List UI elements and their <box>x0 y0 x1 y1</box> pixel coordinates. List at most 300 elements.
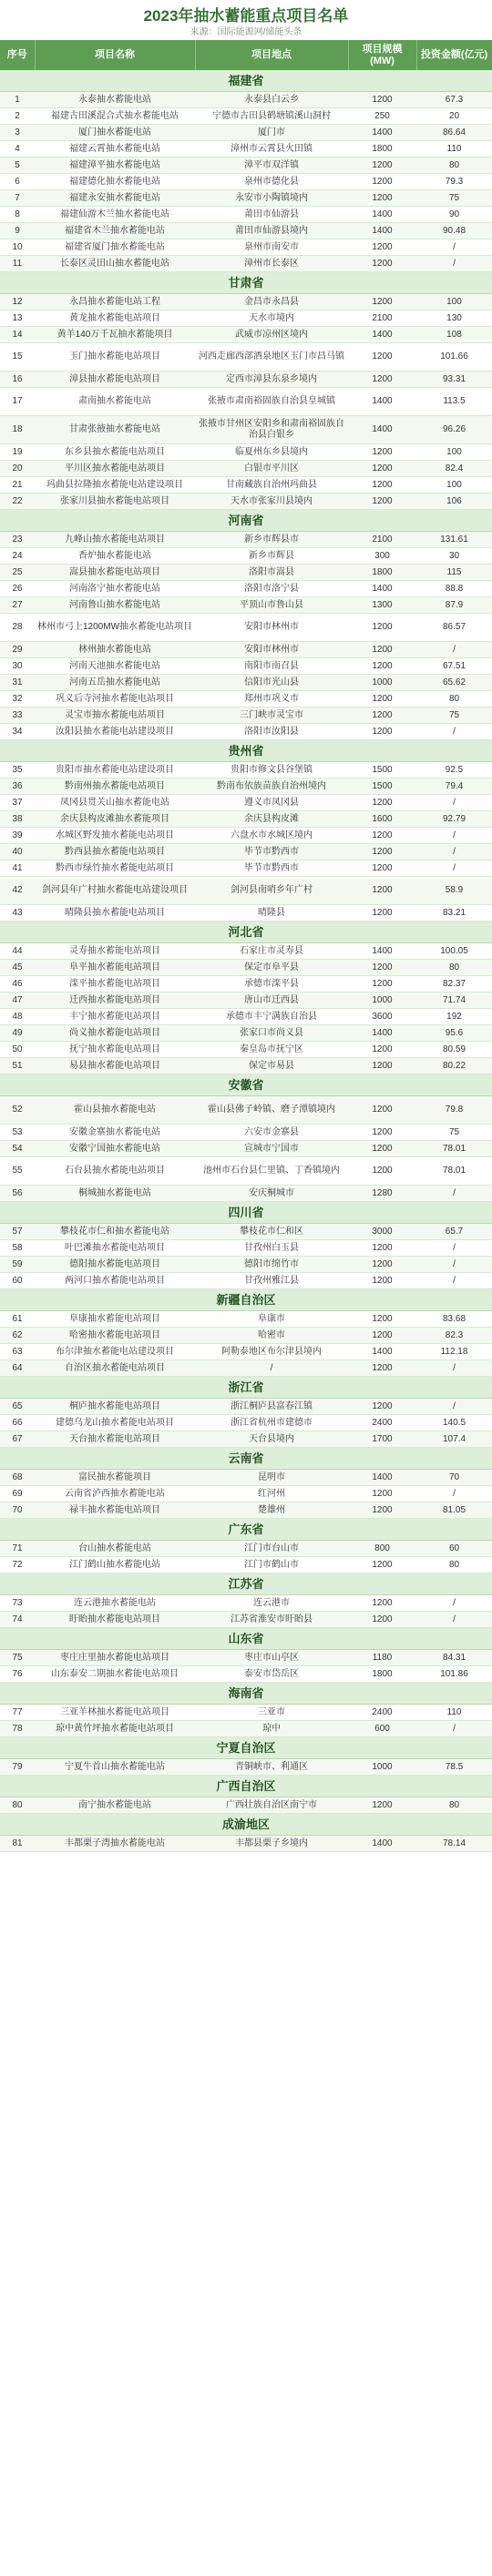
row-index: 31 <box>0 675 35 691</box>
row-index: 78 <box>0 1721 35 1737</box>
row-index: 6 <box>0 174 35 190</box>
investment-amount: 30 <box>416 548 492 565</box>
project-scale: 1400 <box>348 1836 416 1852</box>
province-name: 宁夏自治区 <box>0 1737 492 1759</box>
project-scale: 1200 <box>348 1141 416 1157</box>
table-row <box>0 294 492 311</box>
row-index: 71 <box>0 1541 35 1557</box>
investment-amount: 113.5 <box>416 388 492 416</box>
table-row <box>0 1470 492 1486</box>
investment-amount: 75 <box>416 190 492 207</box>
table-row <box>0 762 492 779</box>
row-index: 4 <box>0 141 35 158</box>
project-name: 厦门抽水蓄能电站 <box>35 125 195 141</box>
project-location: 定西市漳县东泉乡境内 <box>195 372 348 388</box>
row-index: 47 <box>0 993 35 1009</box>
province-header-row <box>0 921 492 943</box>
project-scale: 1000 <box>348 993 416 1009</box>
investment-amount: 92.5 <box>416 762 492 779</box>
table-row <box>0 311 492 327</box>
province-header-row <box>0 510 492 532</box>
province-header-row <box>0 1683 492 1705</box>
page-title: 2023年抽水蓄能重点项目名单 <box>143 7 349 25</box>
row-index: 44 <box>0 943 35 960</box>
project-name: 盱眙抽水蓄能电站项目 <box>35 1612 195 1628</box>
province-name: 成渝地区 <box>0 1814 492 1836</box>
project-name: 河南洛宁抽水蓄能电站 <box>35 581 195 597</box>
investment-amount: / <box>416 1360 492 1377</box>
project-location: 洛阳市嵩县 <box>195 565 348 581</box>
table-row <box>0 1096 492 1125</box>
project-name: 两河口抽水蓄能电站项目 <box>35 1273 195 1289</box>
table-row <box>0 1009 492 1025</box>
project-location: 红河州 <box>195 1486 348 1502</box>
project-scale: 1600 <box>348 811 416 828</box>
row-index: 28 <box>0 614 35 642</box>
project-scale: 2400 <box>348 1705 416 1721</box>
project-name: 云南省泸西抽水蓄能电站 <box>35 1486 195 1502</box>
investment-amount: / <box>416 1186 492 1202</box>
province-name: 浙江省 <box>0 1377 492 1399</box>
project-name: 叶巴滩抽水蓄能电站项目 <box>35 1240 195 1257</box>
project-location: 昆明市 <box>195 1470 348 1486</box>
project-location: 秦皇岛市抚宁区 <box>195 1042 348 1058</box>
project-location: 张家口市尚义县 <box>195 1025 348 1042</box>
project-location: 张掖市肃南裕固族自治县皇城镇 <box>195 388 348 416</box>
row-index: 17 <box>0 388 35 416</box>
row-index: 58 <box>0 1240 35 1257</box>
project-name: 玉门抽水蓄能电站项目 <box>35 343 195 372</box>
project-scale: 1400 <box>348 327 416 343</box>
project-location: 临夏州东乡县境内 <box>195 444 348 461</box>
province-name: 海南省 <box>0 1683 492 1705</box>
table-row <box>0 1612 492 1628</box>
project-name: 抚宁抽水蓄能电站项目 <box>35 1042 195 1058</box>
project-name: 台山抽水蓄能电站 <box>35 1541 195 1557</box>
investment-amount: 115 <box>416 565 492 581</box>
investment-amount: / <box>416 1257 492 1273</box>
row-index: 61 <box>0 1311 35 1328</box>
project-scale: 1000 <box>348 675 416 691</box>
project-location: 洛阳市汝阳县 <box>195 724 348 740</box>
project-name: 长泰区灵田山抽水蓄能电站 <box>35 256 195 272</box>
project-scale: 1200 <box>348 1399 416 1415</box>
row-index: 75 <box>0 1650 35 1666</box>
project-location: 承德市丰宁满族自治县 <box>195 1009 348 1025</box>
investment-amount: / <box>416 1240 492 1257</box>
table-row <box>0 1273 492 1289</box>
project-scale: 1200 <box>348 844 416 860</box>
project-scale: 1200 <box>348 614 416 642</box>
province-header-row <box>0 1519 492 1541</box>
project-location: 新乡市辉县市 <box>195 532 348 548</box>
header-location: 项目地点 <box>195 40 348 70</box>
project-name: 林州抽水蓄能电站 <box>35 642 195 658</box>
province-name: 甘肃省 <box>0 272 492 294</box>
project-location: 攀枝花市仁和区 <box>195 1224 348 1240</box>
project-name: 河南鲁山抽水蓄能电站 <box>35 597 195 614</box>
project-name: 福建云霄抽水蓄能电站 <box>35 141 195 158</box>
investment-amount: 100 <box>416 444 492 461</box>
table-row <box>0 108 492 125</box>
table-row <box>0 581 492 597</box>
row-index: 62 <box>0 1328 35 1344</box>
investment-amount: 106 <box>416 494 492 510</box>
project-name: 黔南州抽水蓄能电站项目 <box>35 779 195 795</box>
row-index: 8 <box>0 207 35 223</box>
investment-amount: / <box>416 844 492 860</box>
table-row <box>0 1186 492 1202</box>
investment-amount: 87.9 <box>416 597 492 614</box>
investment-amount: 108 <box>416 327 492 343</box>
project-name: 余庆县构皮滩抽水蓄能项目 <box>35 811 195 828</box>
table-row <box>0 844 492 860</box>
project-name: 水城区野发抽水蓄能电站项目 <box>35 828 195 844</box>
project-scale: 1200 <box>348 343 416 372</box>
province-name: 云南省 <box>0 1448 492 1470</box>
row-index: 12 <box>0 294 35 311</box>
project-location: 承德市滦平县 <box>195 976 348 993</box>
project-scale: 1200 <box>348 905 416 921</box>
project-name: 禄丰抽水蓄能电站项目 <box>35 1502 195 1519</box>
project-name: 晴隆县抽水蓄能电站项目 <box>35 905 195 921</box>
province-header-row <box>0 1628 492 1650</box>
project-location: 安阳市林州市 <box>195 642 348 658</box>
table-row <box>0 1415 492 1431</box>
header-index: 序号 <box>0 40 35 70</box>
project-scale: 1200 <box>348 92 416 108</box>
project-scale: 1200 <box>348 256 416 272</box>
project-location: 漳州市云霄县火田镇 <box>195 141 348 158</box>
table-row <box>0 691 492 708</box>
table-row <box>0 223 492 239</box>
row-index: 36 <box>0 779 35 795</box>
investment-amount: / <box>416 724 492 740</box>
project-scale: 1400 <box>348 125 416 141</box>
project-scale: 1300 <box>348 597 416 614</box>
table-row <box>0 658 492 675</box>
row-index: 67 <box>0 1431 35 1448</box>
table-row <box>0 1224 492 1240</box>
project-scale: 1400 <box>348 416 416 444</box>
province-header-row <box>0 1289 492 1311</box>
province-header-row <box>0 740 492 762</box>
project-location: 江门市鹤山市 <box>195 1557 348 1573</box>
investment-amount: / <box>416 828 492 844</box>
row-index: 24 <box>0 548 35 565</box>
project-scale: 1200 <box>348 642 416 658</box>
table-row <box>0 256 492 272</box>
table-row <box>0 976 492 993</box>
province-header-row <box>0 1074 492 1096</box>
project-name: 枣庄庄里抽水蓄能电站项目 <box>35 1650 195 1666</box>
project-location: 白银市平川区 <box>195 461 348 477</box>
table-row <box>0 565 492 581</box>
project-name: 滦平抽水蓄能电站项目 <box>35 976 195 993</box>
project-location: 楚雄州 <box>195 1502 348 1519</box>
project-scale: 3000 <box>348 1224 416 1240</box>
row-index: 43 <box>0 905 35 921</box>
investment-amount: / <box>416 1486 492 1502</box>
investment-amount: 100 <box>416 294 492 311</box>
row-index: 49 <box>0 1025 35 1042</box>
project-name: 巩义后寺河抽水蓄能电站项目 <box>35 691 195 708</box>
project-location: 安庆桐城市 <box>195 1186 348 1202</box>
project-name: 福建省厦门抽水蓄能电站 <box>35 239 195 256</box>
project-scale: 1400 <box>348 943 416 960</box>
project-scale: 1200 <box>348 494 416 510</box>
project-scale: 1200 <box>348 724 416 740</box>
table-row <box>0 943 492 960</box>
project-location: 宁德市古田县鹤塘镇溪山洞村 <box>195 108 348 125</box>
project-name: 黄龙抽水蓄能电站项目 <box>35 311 195 327</box>
row-index: 53 <box>0 1125 35 1141</box>
project-name: 灵宝市抽水蓄能电站项目 <box>35 708 195 724</box>
project-scale: 1200 <box>348 860 416 877</box>
project-location: 贵阳市修文县谷堡镇 <box>195 762 348 779</box>
project-scale: 1200 <box>348 1797 416 1814</box>
table-row <box>0 1360 492 1377</box>
project-location: 金昌市永昌县 <box>195 294 348 311</box>
table-row <box>0 477 492 494</box>
row-index: 34 <box>0 724 35 740</box>
row-index: 22 <box>0 494 35 510</box>
row-index: 1 <box>0 92 35 108</box>
project-scale: 1200 <box>348 1311 416 1328</box>
province-header-row <box>0 1737 492 1759</box>
project-scale: 1200 <box>348 1328 416 1344</box>
investment-amount: 100.05 <box>416 943 492 960</box>
project-scale: 1180 <box>348 1650 416 1666</box>
row-index: 63 <box>0 1344 35 1360</box>
project-location: 安阳市林州市 <box>195 614 348 642</box>
table-row <box>0 1486 492 1502</box>
project-name: 香炉抽水蓄能电站 <box>35 548 195 565</box>
province-name: 河北省 <box>0 921 492 943</box>
project-location: 德阳市绵竹市 <box>195 1257 348 1273</box>
row-index: 76 <box>0 1666 35 1683</box>
row-index: 70 <box>0 1502 35 1519</box>
investment-amount: 130 <box>416 311 492 327</box>
project-scale: 1200 <box>348 1042 416 1058</box>
project-name: 凤冈县贯关山抽水蓄能电站 <box>35 795 195 811</box>
project-name: 汝阳县抽水蓄能电站建设项目 <box>35 724 195 740</box>
table-row <box>0 1344 492 1360</box>
investment-amount: 80 <box>416 960 492 976</box>
row-index: 80 <box>0 1797 35 1814</box>
project-name: 丰宁抽水蓄能电站项目 <box>35 1009 195 1025</box>
project-name: 东乡县抽水蓄能电站项目 <box>35 444 195 461</box>
project-scale: 2100 <box>348 532 416 548</box>
investment-amount: 100 <box>416 477 492 494</box>
table-row <box>0 811 492 828</box>
project-scale: 1400 <box>348 581 416 597</box>
table-row <box>0 1125 492 1141</box>
header-scale: 项目规模(MW) <box>348 40 416 70</box>
row-index: 52 <box>0 1096 35 1125</box>
province-header-row <box>0 1202 492 1224</box>
investment-amount: 79.4 <box>416 779 492 795</box>
project-name: 黔西市绿竹抽水蓄能电站项目 <box>35 860 195 877</box>
project-location: 保定市易县 <box>195 1058 348 1074</box>
investment-amount: 60 <box>416 1541 492 1557</box>
project-location: 张掖市甘州区安阳乡和肃南裕固族自治县白银乡 <box>195 416 348 444</box>
project-location: 枣庄市山亭区 <box>195 1650 348 1666</box>
project-scale: 800 <box>348 1541 416 1557</box>
project-location: 丰都县栗子乡境内 <box>195 1836 348 1852</box>
investment-amount: 86.57 <box>416 614 492 642</box>
investment-amount: 131.61 <box>416 532 492 548</box>
project-name: 永泰抽水蓄能电站 <box>35 92 195 108</box>
investment-amount: / <box>416 795 492 811</box>
table-row <box>0 708 492 724</box>
row-index: 57 <box>0 1224 35 1240</box>
project-scale: 1200 <box>348 1240 416 1257</box>
province-name: 广西自治区 <box>0 1776 492 1797</box>
investment-amount: 81.05 <box>416 1502 492 1519</box>
project-location: 莆田市仙游县境内 <box>195 223 348 239</box>
project-location: 余庆县构皮滩 <box>195 811 348 828</box>
province-name: 新疆自治区 <box>0 1289 492 1311</box>
project-name: 河南五岳抽水蓄能电站 <box>35 675 195 691</box>
project-scale: 1400 <box>348 207 416 223</box>
row-index: 7 <box>0 190 35 207</box>
row-index: 68 <box>0 1470 35 1486</box>
table-row <box>0 388 492 416</box>
province-header-row <box>0 272 492 294</box>
project-location: 唐山市迁西县 <box>195 993 348 1009</box>
row-index: 11 <box>0 256 35 272</box>
table-row <box>0 1666 492 1683</box>
project-location: 泰安市岱岳区 <box>195 1666 348 1683</box>
row-index: 38 <box>0 811 35 828</box>
investment-amount: 101.66 <box>416 343 492 372</box>
project-name: 霍山县抽水蓄能电站 <box>35 1096 195 1125</box>
table-header <box>0 40 492 70</box>
project-location: 广西壮族自治区南宁市 <box>195 1797 348 1814</box>
project-location: 莆田市仙游县 <box>195 207 348 223</box>
investment-amount: 79.8 <box>416 1096 492 1125</box>
investment-amount: 84.31 <box>416 1650 492 1666</box>
province-header-row <box>0 1776 492 1797</box>
project-location: 阿勒泰地区布尔津县境内 <box>195 1344 348 1360</box>
table-row <box>0 92 492 108</box>
project-location: 甘孜州雅江县 <box>195 1273 348 1289</box>
project-location: 保定市阜平县 <box>195 960 348 976</box>
project-name: 林州市弓上1200MW抽水蓄能电站项目 <box>35 614 195 642</box>
investment-amount: / <box>416 642 492 658</box>
header-investment: 投资金额(亿元) <box>416 40 492 70</box>
table-row <box>0 444 492 461</box>
table-row <box>0 1502 492 1519</box>
investment-amount: 96.26 <box>416 416 492 444</box>
project-location: 河西走廊西部酒泉地区玉门市昌马镇 <box>195 343 348 372</box>
table-row <box>0 960 492 976</box>
table-row <box>0 1759 492 1776</box>
project-name: 易县抽水蓄能电站项目 <box>35 1058 195 1074</box>
project-scale: 1200 <box>348 1257 416 1273</box>
project-location: 平顶山市鲁山县 <box>195 597 348 614</box>
investment-amount: 20 <box>416 108 492 125</box>
investment-amount: 90.48 <box>416 223 492 239</box>
investment-amount: 80 <box>416 1557 492 1573</box>
investment-amount: 83.21 <box>416 905 492 921</box>
project-location: 厦门市 <box>195 125 348 141</box>
project-location: 六安市金寨县 <box>195 1125 348 1141</box>
project-scale: 1200 <box>348 708 416 724</box>
project-name: 天台抽水蓄能电站项目 <box>35 1431 195 1448</box>
investment-amount: 71.74 <box>416 993 492 1009</box>
row-index: 20 <box>0 461 35 477</box>
province-name: 广东省 <box>0 1519 492 1541</box>
project-scale: 1400 <box>348 1025 416 1042</box>
project-scale: 300 <box>348 548 416 565</box>
project-scale: 1500 <box>348 762 416 779</box>
project-name: 河南天池抽水蓄能电站 <box>35 658 195 675</box>
table-row <box>0 141 492 158</box>
row-index: 37 <box>0 795 35 811</box>
investment-amount: 83.68 <box>416 1311 492 1328</box>
project-location: 琼中 <box>195 1721 348 1737</box>
project-location: 连云港市 <box>195 1595 348 1612</box>
project-scale: 1700 <box>348 1431 416 1448</box>
project-scale: 1200 <box>348 190 416 207</box>
table-row <box>0 1721 492 1737</box>
project-scale: 1200 <box>348 444 416 461</box>
project-scale: 1400 <box>348 1344 416 1360</box>
project-name: 黄羊140万千瓦抽水蓄能项目 <box>35 327 195 343</box>
project-location: 江门市台山市 <box>195 1541 348 1557</box>
table-row <box>0 158 492 174</box>
project-location: 天台县境内 <box>195 1431 348 1448</box>
row-index: 23 <box>0 532 35 548</box>
project-location: 六盘水市水城区境内 <box>195 828 348 844</box>
investment-amount: / <box>416 256 492 272</box>
project-scale: 1200 <box>348 960 416 976</box>
row-index: 60 <box>0 1273 35 1289</box>
investment-amount: 82.3 <box>416 1328 492 1344</box>
row-index: 66 <box>0 1415 35 1431</box>
project-name: 福建省木兰抽水蓄能电站 <box>35 223 195 239</box>
province-header-row <box>0 1377 492 1399</box>
table-row <box>0 642 492 658</box>
row-index: 65 <box>0 1399 35 1415</box>
table-body <box>0 70 492 1852</box>
project-location: 浙江桐庐县富春江镇 <box>195 1399 348 1415</box>
investment-amount: 79.3 <box>416 174 492 190</box>
table-row <box>0 993 492 1009</box>
table-row <box>0 1650 492 1666</box>
project-table <box>0 40 492 1852</box>
province-header-row <box>0 70 492 92</box>
project-name: 桐庐抽水蓄能电站项目 <box>35 1399 195 1415</box>
project-scale: 1400 <box>348 1470 416 1486</box>
project-location: 江苏省淮安市盱眙县 <box>195 1612 348 1628</box>
investment-amount: 80 <box>416 691 492 708</box>
table-row <box>0 1025 492 1042</box>
investment-amount: 92.79 <box>416 811 492 828</box>
row-index: 42 <box>0 877 35 905</box>
province-name: 安徽省 <box>0 1074 492 1096</box>
investment-amount: / <box>416 1595 492 1612</box>
row-index: 14 <box>0 327 35 343</box>
table-row <box>0 1541 492 1557</box>
project-scale: 1200 <box>348 691 416 708</box>
project-scale: 1400 <box>348 388 416 416</box>
row-index: 64 <box>0 1360 35 1377</box>
project-location: 永安市小陶镇境内 <box>195 190 348 207</box>
project-location: 新乡市辉县 <box>195 548 348 565</box>
